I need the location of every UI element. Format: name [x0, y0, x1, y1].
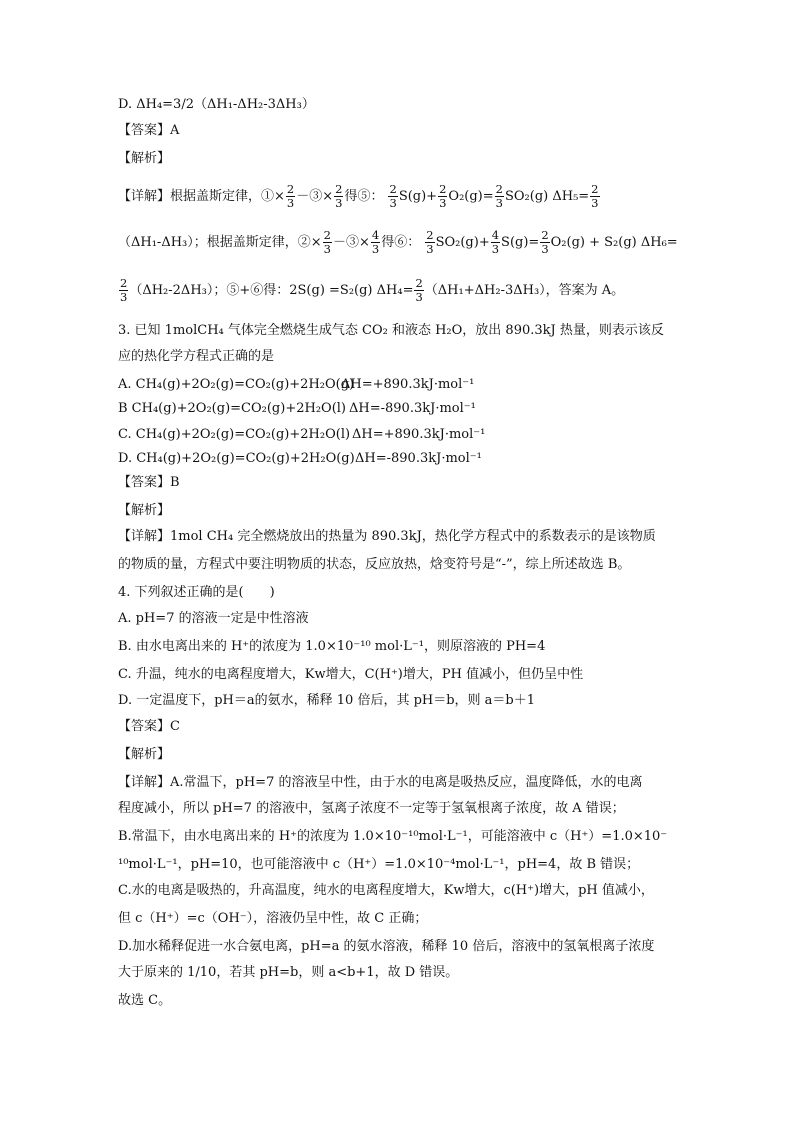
q3-option-a [118, 376, 475, 394]
prev-detail-line-1 [118, 180, 601, 214]
q3-answer: 【答案】B [118, 475, 180, 490]
fraction-2-3: $\frac{2}{3}$ [120, 276, 128, 304]
q4-detail-line-3: B.常温下，由水电离出来的 H⁺的浓度为 1.0×10⁻¹⁰mol·L⁻¹，可能溶液中 c（H⁺）=1.0×10⁻ [118, 829, 668, 844]
q4-detail-line-2: 程度减小，所以 pH=7 的溶液中，氢离子浓度不一定等于氢氧根离子浓度，故 A 错误； [118, 801, 625, 816]
detail-text: 得⑤： [344, 189, 384, 204]
detail-text: 得⑥： [381, 235, 421, 250]
fraction-2-3: $\frac{2}{3}$ [415, 276, 423, 304]
q4-detail-line-6: 但 c（H⁺）=c（OH⁻），溶液仍呈中性，故 C 正确； [118, 911, 428, 926]
detail-text: O₂(g) + S₂(g) ΔH₆= [550, 235, 678, 250]
q4-option-a: A. pH=7 的溶液一定是中性溶液 [118, 611, 309, 626]
q4-option-c: C. 升温，纯水的电离程度增大，Kw增大，C(H⁺)增大，PH 值减小，但仍呈中性 [118, 667, 584, 682]
fraction-2-3: $\frac{2}{3}$ [323, 228, 331, 256]
detail-text: －③× [333, 235, 370, 250]
q3-detail-line-1: 【详解】1mol CH₄ 完全燃烧放出的热量为 890.3kJ，热化学方程式中的系数表示的是该物质 [118, 529, 656, 544]
detail-text: （ΔH₂-2ΔH₃）；⑤+⑥得：2S(g) =S₂(g) ΔH₄= [129, 283, 414, 298]
q4-option-b: B. 由水电离出来的 H⁺的浓度为 1.0×10⁻¹⁰ mol·L⁻¹，则原溶液的 PH=4 [118, 639, 546, 654]
q3-option-c-enthalpy: ΔH=+890.3kJ·mol⁻¹ [352, 427, 486, 442]
detail-text: SO₂(g)+ [435, 235, 490, 250]
q3-option-a-enthalpy: ΔH=+890.3kJ·mol⁻¹ [341, 377, 475, 392]
prev-answer: 【答案】A [118, 123, 180, 138]
q4-conclusion: 故选 C。 [118, 993, 172, 1008]
q3-option-b-equation: B CH₄(g)+2O₂(g)=CO₂(g)+2H₂O(l) [118, 401, 346, 416]
detail-text: SO₂(g) ΔH₅= [504, 189, 590, 204]
prev-option-d: D. ΔH₄=3/2（ΔH₁-ΔH₂-3ΔH₃） [118, 97, 315, 112]
detail-text: S(g)+ [398, 189, 438, 204]
detail-text: （ΔH₁+ΔH₂-3ΔH₃），答案为 A。 [424, 283, 625, 298]
q3-option-d-equation: D. CH₄(g)+2O₂(g)=CO₂(g)+2H₂O(g) [118, 451, 355, 466]
fraction-4-3: $\frac{4}{3}$ [371, 228, 380, 256]
detail-text: 【详解】根据盖斯定律，①× [118, 189, 285, 204]
q3-option-d-enthalpy: ΔH=-890.3kJ·mol⁻¹ [355, 451, 482, 466]
q4-detail-line-8: 大于原来的 1/10，若其 pH=b，则 a<b+1，故 D 错误。 [118, 965, 459, 980]
detail-text: S(g)= [501, 235, 540, 250]
prev-detail-line-3 [118, 274, 624, 308]
prev-detail-line-2 [118, 226, 678, 260]
fraction-2-3: $\frac{2}{3}$ [286, 182, 295, 210]
fraction-2-3: $\frac{2}{3}$ [541, 228, 549, 256]
q3-option-b [118, 400, 476, 418]
q4-detail-line-7: D.加水稀释促进一水合氨电离，pH=a 的氨水溶液，稀释 10 倍后，溶液中的氢氧根离子浓度 [118, 939, 655, 954]
detail-text: O₂(g)= [448, 189, 494, 204]
q3-option-c-equation: C. CH₄(g)+2O₂(g)=CO₂(g)+2H₂O(l) [118, 427, 351, 442]
q3-stem-line-2: 应的热化学方程式正确的是 [118, 349, 275, 364]
fraction-2-3: $\frac{2}{3}$ [439, 182, 447, 210]
detail-text: （ΔH₁-ΔH₃）；根据盖斯定律，②× [118, 235, 322, 250]
q4-detail-line-1: 【详解】A.常温下，pH=7 的溶液呈中性，由于水的电离是吸热反应，温度降低，水的电离 [118, 775, 643, 790]
q3-stem-line-1: 3. 已知 1molCH₄ 气体完全燃烧生成气态 CO₂ 和液态 H₂O，放出 890.3kJ 热量，则表示该反 [118, 323, 664, 338]
fraction-2-3: $\frac{2}{3}$ [389, 182, 397, 210]
q4-stem: 4. 下列叙述正确的是( ) [118, 585, 275, 600]
q3-option-b-enthalpy: ΔH=-890.3kJ·mol⁻¹ [349, 401, 476, 416]
q4-detail-line-4: ¹⁰mol·L⁻¹，pH=10，也可能溶液中 c（H⁺）=1.0×10⁻⁴mol·L⁻¹，pH=4，故 B 错误； [118, 857, 640, 872]
q3-detail-line-2: 的物质的量，方程式中要注明物质的状态，反应放热，焓变符号是“-”，综上所述故选 B。 [118, 557, 631, 572]
fraction-4-3: $\frac{4}{3}$ [491, 228, 500, 256]
fraction-2-3: $\frac{2}{3}$ [495, 182, 503, 210]
q4-detail-line-5: C.水的电离是吸热的，升高温度，纯水的电离程度增大，Kw增大，c(H⁺)增大，pH 值减小， [118, 883, 654, 898]
q3-analysis-label: 【解析】 [118, 503, 171, 518]
prev-analysis-label: 【解析】 [118, 151, 171, 166]
q4-analysis-label: 【解析】 [118, 747, 171, 762]
fraction-2-3: $\frac{2}{3}$ [335, 182, 343, 210]
q3-option-d [118, 450, 482, 468]
detail-text: －③× [296, 189, 334, 204]
q4-option-d: D. 一定温度下，pH＝a的氨水，稀释 10 倍后，其 pH＝b，则 a＝b＋1 [118, 693, 536, 708]
q3-option-a-equation: A. CH₄(g)+2O₂(g)=CO₂(g)+2H₂O(g) [118, 377, 355, 392]
fraction-2-3: $\frac{2}{3}$ [591, 182, 599, 210]
q4-answer: 【答案】C [118, 719, 180, 734]
q3-option-c [118, 426, 486, 444]
fraction-2-3: $\frac{2}{3}$ [426, 228, 434, 256]
